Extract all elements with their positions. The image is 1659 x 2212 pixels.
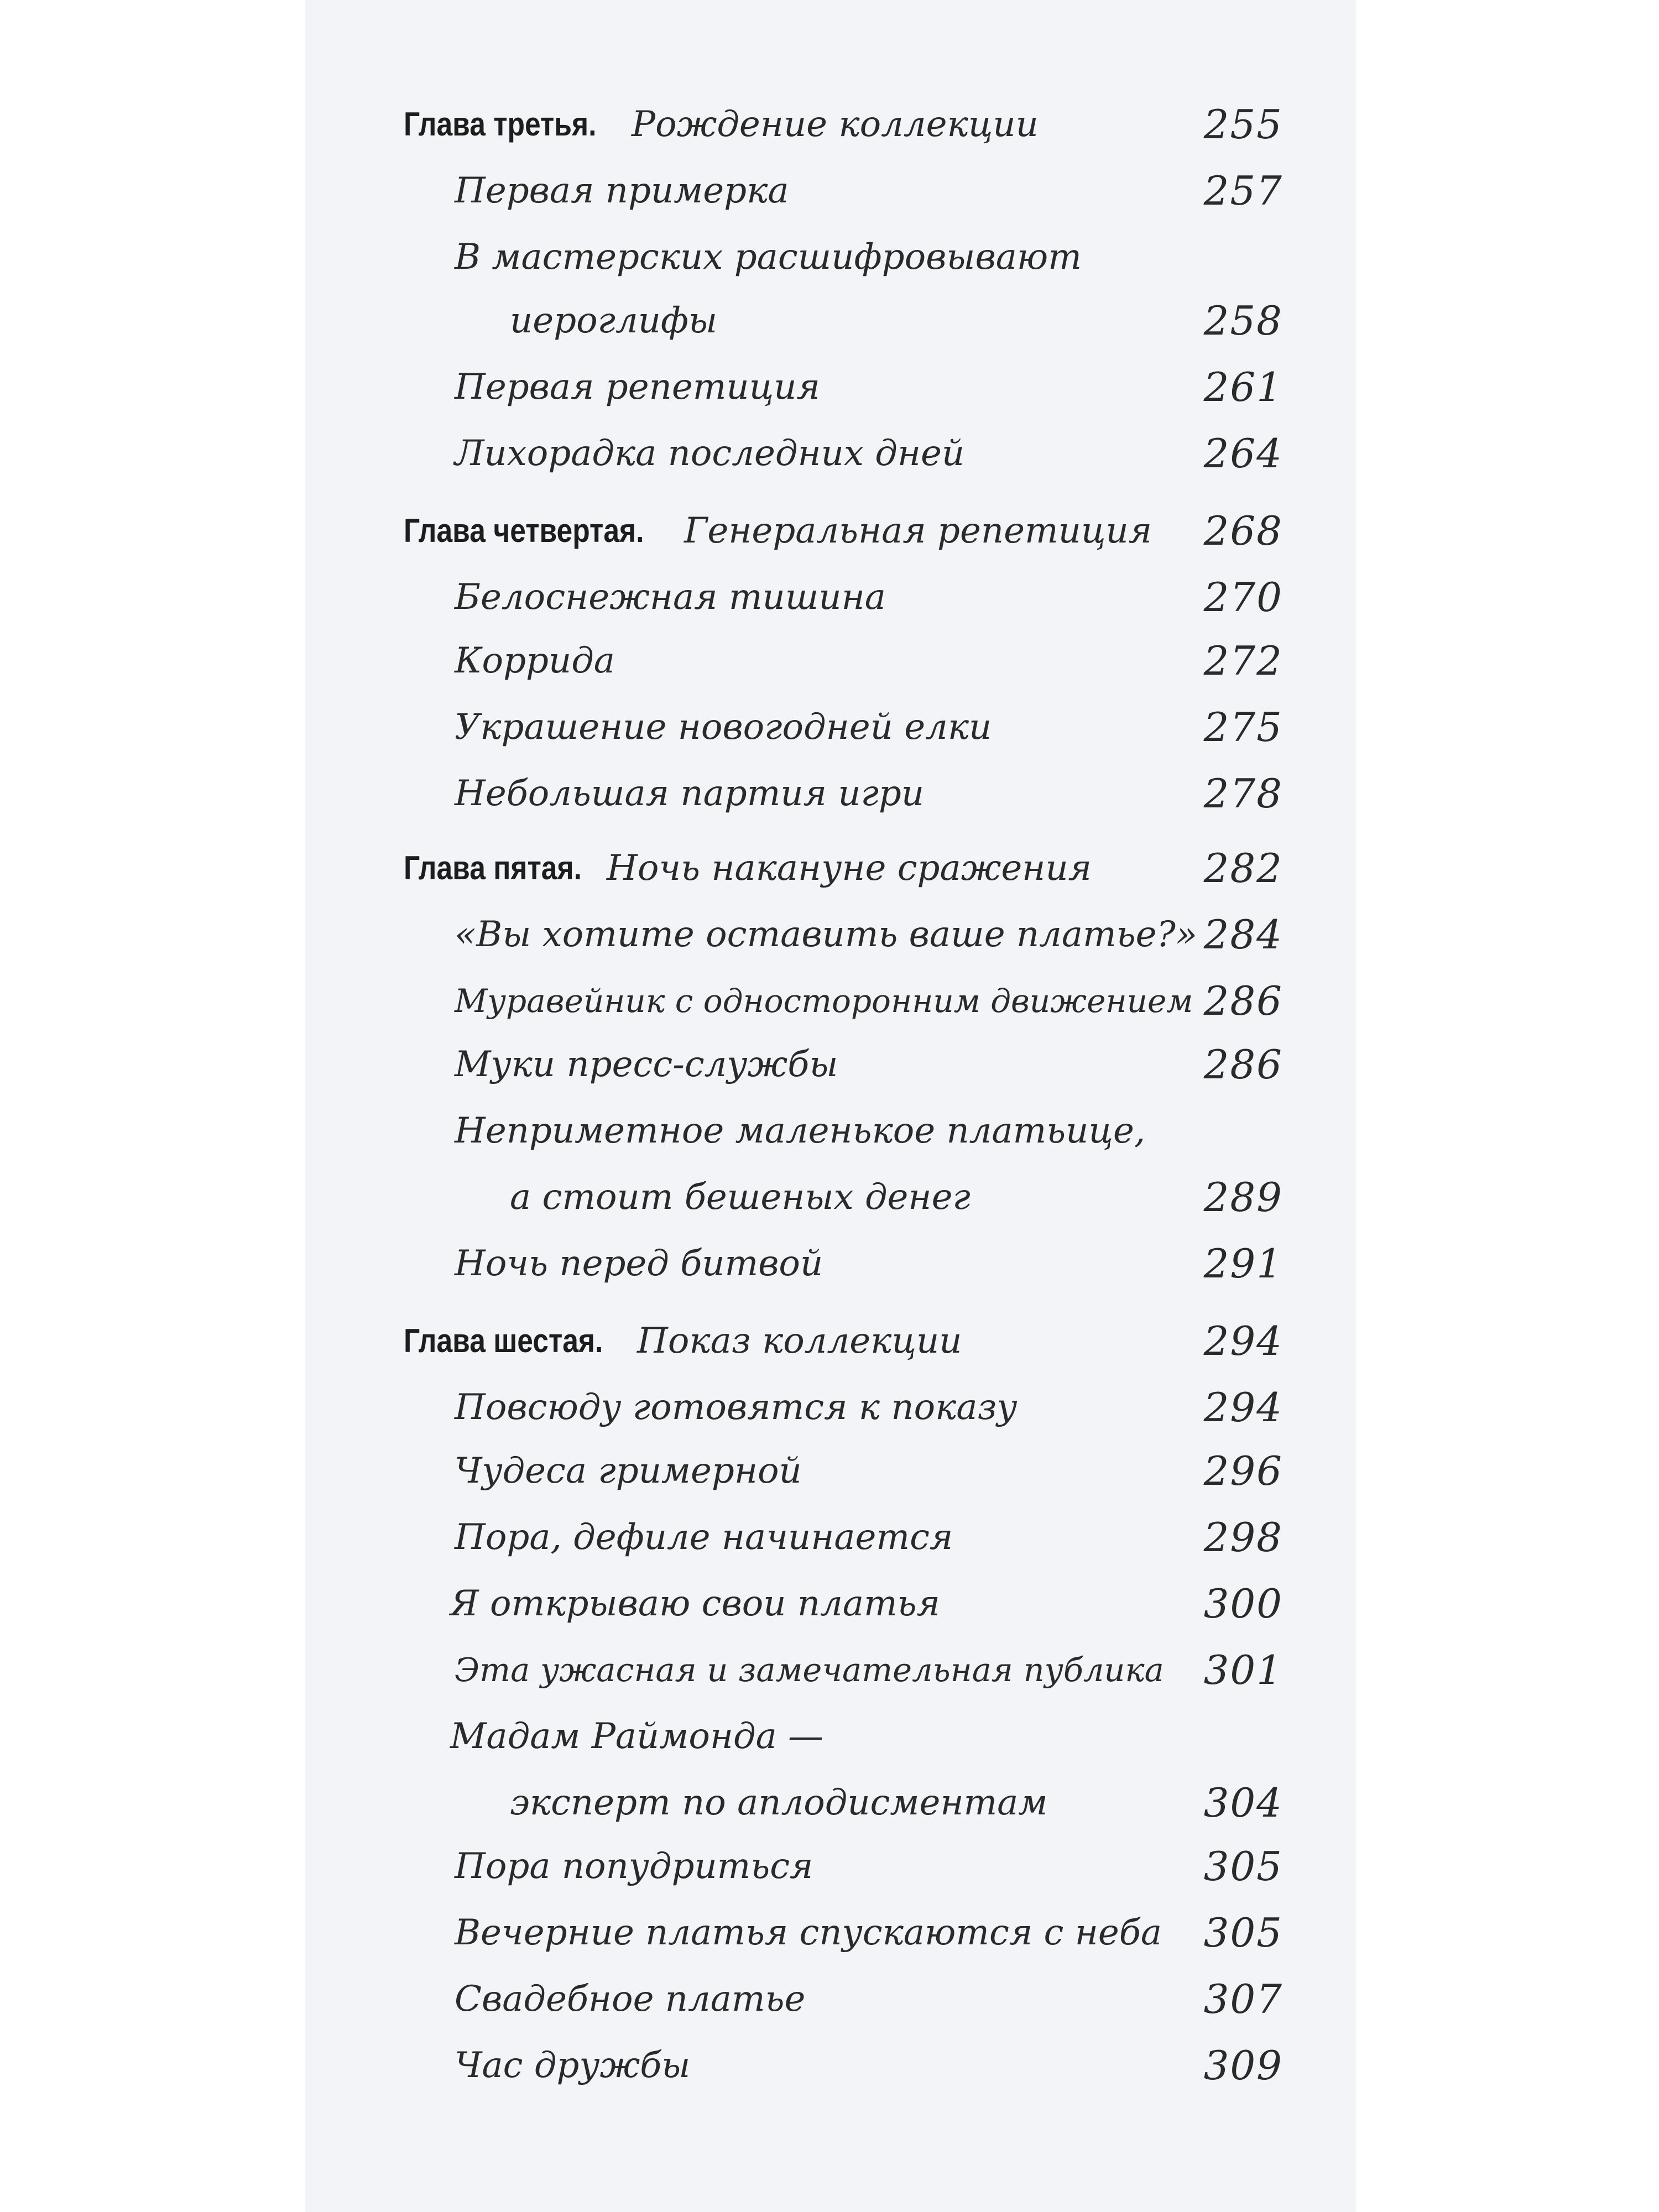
- toc-entry-row: [305, 1706, 1356, 1767]
- page-number: 301: [1203, 1647, 1283, 1693]
- toc-entry-row: [305, 567, 1356, 628]
- entry-title: Коррида: [455, 640, 615, 681]
- page-number: 300: [1203, 1580, 1283, 1627]
- page-number: 296: [1203, 1448, 1283, 1494]
- toc-chapter-row: [305, 1311, 1356, 1371]
- page-number: 305: [1203, 1910, 1283, 1956]
- chapter-title: Генеральная репетиция: [684, 510, 1152, 551]
- entry-title: а стоит бешеных денег: [510, 1177, 971, 1218]
- page-number: 291: [1203, 1240, 1283, 1287]
- toc-entry-row: [305, 1377, 1356, 1438]
- chapter-label: Глава шестая.: [404, 1322, 603, 1359]
- chapter-title: Показ коллекции: [637, 1321, 962, 1361]
- page-number: 305: [1203, 1843, 1283, 1890]
- entry-title: В мастерских расшифровывают: [455, 237, 1082, 278]
- entry-title: Эта ужасная и замечательная публика: [455, 1651, 1164, 1689]
- entry-title: Неприметное маленькое платьице,: [455, 1110, 1146, 1151]
- toc-entry-continuation: [305, 1772, 1356, 1833]
- page-number: 272: [1203, 638, 1283, 684]
- toc-entry-row: [305, 630, 1356, 691]
- entry-title: иероглифы: [510, 300, 718, 341]
- toc-entry-row: [305, 1573, 1356, 1634]
- page-number: 275: [1203, 704, 1283, 750]
- table-of-contents: [305, 0, 1356, 2212]
- toc-chapter-row: [305, 838, 1356, 899]
- page-number: 309: [1203, 2042, 1283, 2089]
- toc-entry-row: [305, 904, 1356, 965]
- page-number: 284: [1203, 911, 1283, 958]
- toc-entry-row: [305, 763, 1356, 824]
- page-number: 270: [1203, 574, 1283, 620]
- entry-title: Я открываю свои платья: [450, 1583, 940, 1624]
- page-number: 268: [1203, 508, 1283, 554]
- entry-title: Первая примерка: [455, 170, 789, 211]
- page-number: 289: [1203, 1174, 1283, 1220]
- toc-entry-continuation: [305, 1167, 1356, 1228]
- chapter-title: Ночь накануне сражения: [607, 848, 1092, 889]
- entry-title: Свадебное платье: [455, 1979, 806, 2020]
- entry-title: Час дружбы: [455, 2045, 691, 2086]
- toc-entry-row: [305, 1441, 1356, 1501]
- entry-title: Вечерние платья спускаются с неба: [455, 1912, 1162, 1953]
- toc-entry-row: [305, 1640, 1356, 1700]
- page-number: 286: [1203, 1041, 1283, 1088]
- entry-title: Белоснежная тишина: [455, 577, 886, 618]
- entry-title: Первая репетиция: [455, 367, 820, 408]
- page-number: 286: [1203, 978, 1283, 1024]
- page-number: 307: [1203, 1976, 1283, 2022]
- page-number: 298: [1203, 1514, 1283, 1561]
- page-number: 294: [1203, 1318, 1283, 1364]
- entry-title: Украшение новогодней елки: [455, 707, 992, 748]
- page-number: 294: [1203, 1384, 1283, 1431]
- toc-entry-row: [305, 160, 1356, 221]
- toc-entry-row: [305, 1100, 1356, 1161]
- page-number: 282: [1203, 845, 1283, 891]
- toc-entry-row: [305, 357, 1356, 418]
- page-number: 255: [1203, 101, 1283, 148]
- page-number: 304: [1203, 1780, 1283, 1826]
- toc-entry-row: [305, 1836, 1356, 1897]
- entry-title: эксперт по аплодисментам: [510, 1782, 1048, 1823]
- toc-chapter-row: [305, 500, 1356, 561]
- toc-entry-row: [305, 1902, 1356, 1963]
- entry-title: «Вы хотите оставить ваше платье?»: [455, 914, 1197, 955]
- book-page: [305, 0, 1356, 2212]
- entry-title: Небольшая партия игри: [455, 773, 925, 814]
- toc-entry-row: [305, 1507, 1356, 1568]
- toc-entry-row: [305, 1969, 1356, 2030]
- entry-title: Лихорадка последних дней: [455, 433, 965, 474]
- entry-title: Муравейник с односторонним движением: [455, 982, 1193, 1020]
- chapter-label: Глава третья.: [404, 106, 597, 143]
- toc-entry-row: [305, 971, 1356, 1031]
- toc-entry-row: [305, 227, 1356, 288]
- entry-title: Мадам Раймонда —: [450, 1716, 824, 1757]
- entry-title: Муки пресс-службы: [455, 1044, 838, 1085]
- toc-entry-row: [305, 1233, 1356, 1294]
- toc-chapter-row: [305, 94, 1356, 155]
- entry-title: Пора попудриться: [455, 1846, 813, 1887]
- toc-entry-row: [305, 423, 1356, 484]
- chapter-label: Глава пятая.: [404, 849, 582, 886]
- page-number: 264: [1203, 430, 1283, 477]
- entry-title: Ночь перед битвой: [455, 1243, 823, 1284]
- page-number: 258: [1203, 298, 1283, 344]
- entry-title: Чудеса гримерной: [455, 1451, 802, 1491]
- toc-entry-continuation: [305, 290, 1356, 351]
- toc-entry-row: [305, 697, 1356, 758]
- toc-entry-row: [305, 1034, 1356, 1095]
- entry-title: Повсюду готовятся к показу: [455, 1387, 1018, 1428]
- toc-entry-row: [305, 2035, 1356, 2096]
- page-number: 278: [1203, 770, 1283, 817]
- page-number: 261: [1203, 364, 1283, 410]
- chapter-label: Глава четвертая.: [404, 512, 644, 549]
- chapter-title: Рождение коллекции: [632, 104, 1039, 145]
- entry-title: Пора, дефиле начинается: [455, 1517, 953, 1558]
- page-number: 257: [1203, 168, 1283, 214]
